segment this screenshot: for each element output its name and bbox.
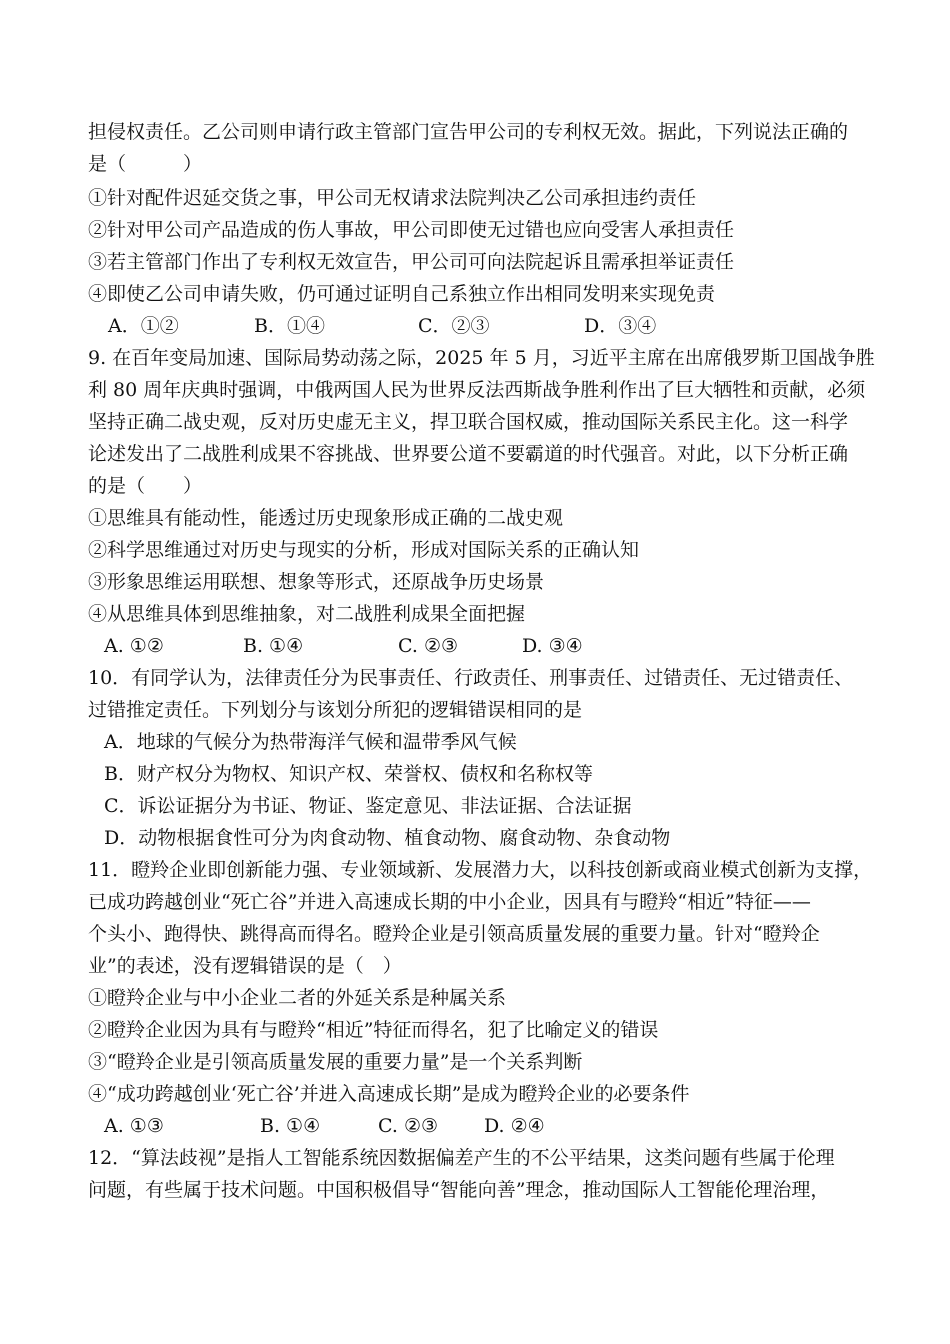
q8-statement-3: ③若主管部门作出了专利权无效宣告，甲公司可向法院起诉且需承担举证责任 [88,251,735,273]
q9-text-line-4: 论述发出了二战胜利成果不容挑战、世界要公道不要霸道的时代强音。对此，以下分析正确 [88,443,849,465]
q8-option-b: B．①④ [254,315,325,337]
q11-statement-1: ①瞪羚企业与中小企业二者的外延关系是种属关系 [88,987,507,1009]
q10-option-c: C．诉讼证据分为书证、物证、鉴定意见、非法证据、合法证据 [104,795,632,817]
q9-text-line-1: 9. 在百年变局加速、国际局势动荡之际，2025 年 5 月，习近平主席在出席俄罗斯卫国战争胜 [88,347,875,369]
q8-option-a: A．①② [108,315,179,337]
q10-text-line-1: 10．有同学认为，法律责任分为民事责任、行政责任、刑事责任、过错责任、无过错责任、 [88,667,854,689]
q8-statement-4: ④即使乙公司申请失败，仍可通过证明自己系独立作出相同发明来实现免责 [88,283,716,305]
q8-statement-2: ②针对甲公司产品造成的伤人事故，甲公司即使无过错也应向受害人承担责任 [88,219,735,241]
q9-option-b: B. ①④ [243,635,304,657]
q9-statement-3: ③形象思维运用联想、想象等形式，还原战争历史场景 [88,571,545,593]
q9-option-a: A. ①② [104,635,164,657]
q9-option-c: C. ②③ [398,635,459,657]
q8-text-line-1: 担侵权责任。乙公司则申请行政主管部门宣告甲公司的专利权无效。据此，下列说法正确的 [88,121,849,143]
q11-option-d: D. ②④ [484,1115,545,1137]
q9-statement-4: ④从思维具体到思维抽象，对二战胜利成果全面把握 [88,603,526,625]
q12-text-line-2: 问题，有些属于技术问题。中国积极倡导“智能向善”理念，推动国际人工智能伦理治理， [88,1179,830,1201]
q9-option-d: D. ③④ [522,635,583,657]
q11-statement-2: ②瞪羚企业因为具有与瞪羚“相近”特征而得名，犯了比喻定义的错误 [88,1019,659,1041]
q11-options [0,1114,950,1138]
q8-options [0,314,950,338]
q9-text-line-3: 坚持正确二战史观，反对历史虚无主义，捍卫联合国权威，推动国际关系民主化。这一科学 [88,411,849,433]
q11-option-b: B. ①④ [260,1115,321,1137]
q10-option-b: B．财产权分为物权、知识产权、荣誉权、债权和名称权等 [104,763,593,785]
q11-text-line-1: 11．瞪羚企业即创新能力强、专业领域新、发展潜力大，以科技创新或商业模式创新为支撑， [88,859,873,881]
q10-option-a: A．地球的气候分为热带海洋气候和温带季风气候 [104,731,517,753]
q11-text-line-2: 已成功跨越创业“死亡谷”并进入高速成长期的中小企业，因具有与瞪羚“相近”特征—— [88,891,811,913]
q11-text-line-4: 业”的表述，没有逻辑错误的是（ ） [88,955,402,977]
q9-statement-2: ②科学思维通过对历史与现实的分析，形成对国际关系的正确认知 [88,539,640,561]
q10-text-line-2: 过错推定责任。下列划分与该划分所犯的逻辑错误相同的是 [88,699,583,721]
q8-text-line-2: 是（ ） [88,153,203,175]
q11-statement-4: ④“成功跨越创业‘死亡谷’并进入高速成长期”是成为瞪羚企业的必要条件 [88,1083,690,1105]
q11-text-line-3: 个头小、跑得快、跳得高而得名。瞪羚企业是引领高质量发展的重要力量。针对“瞪羚企 [88,923,820,945]
q11-statement-3: ③“瞪羚企业是引领高质量发展的重要力量”是一个关系判断 [88,1051,583,1073]
q9-text-line-2: 利 80 周年庆典时强调，中俄两国人民为世界反法西斯战争胜利作出了巨大牺牲和贡献，必须 [88,379,866,401]
q11-option-a: A. ①③ [104,1115,164,1137]
q12-text-line-1: 12．“算法歧视”是指人工智能系统因数据偏差产生的不公平结果，这类问题有些属于伦理 [88,1147,835,1169]
q10-option-d: D．动物根据食性可分为肉食动物、植食动物、腐食动物、杂食动物 [104,827,671,849]
q9-statement-1: ①思维具有能动性，能透过历史现象形成正确的二战史观 [88,507,564,529]
q11-option-c: C. ②③ [378,1115,439,1137]
q8-statement-1: ①针对配件迟延交货之事，甲公司无权请求法院判决乙公司承担违约责任 [88,187,697,209]
q8-option-c: C．②③ [418,315,490,337]
q9-text-line-5: 的是（ ） [88,475,203,497]
q9-options [0,634,950,658]
q8-option-d: D．③④ [584,315,657,337]
